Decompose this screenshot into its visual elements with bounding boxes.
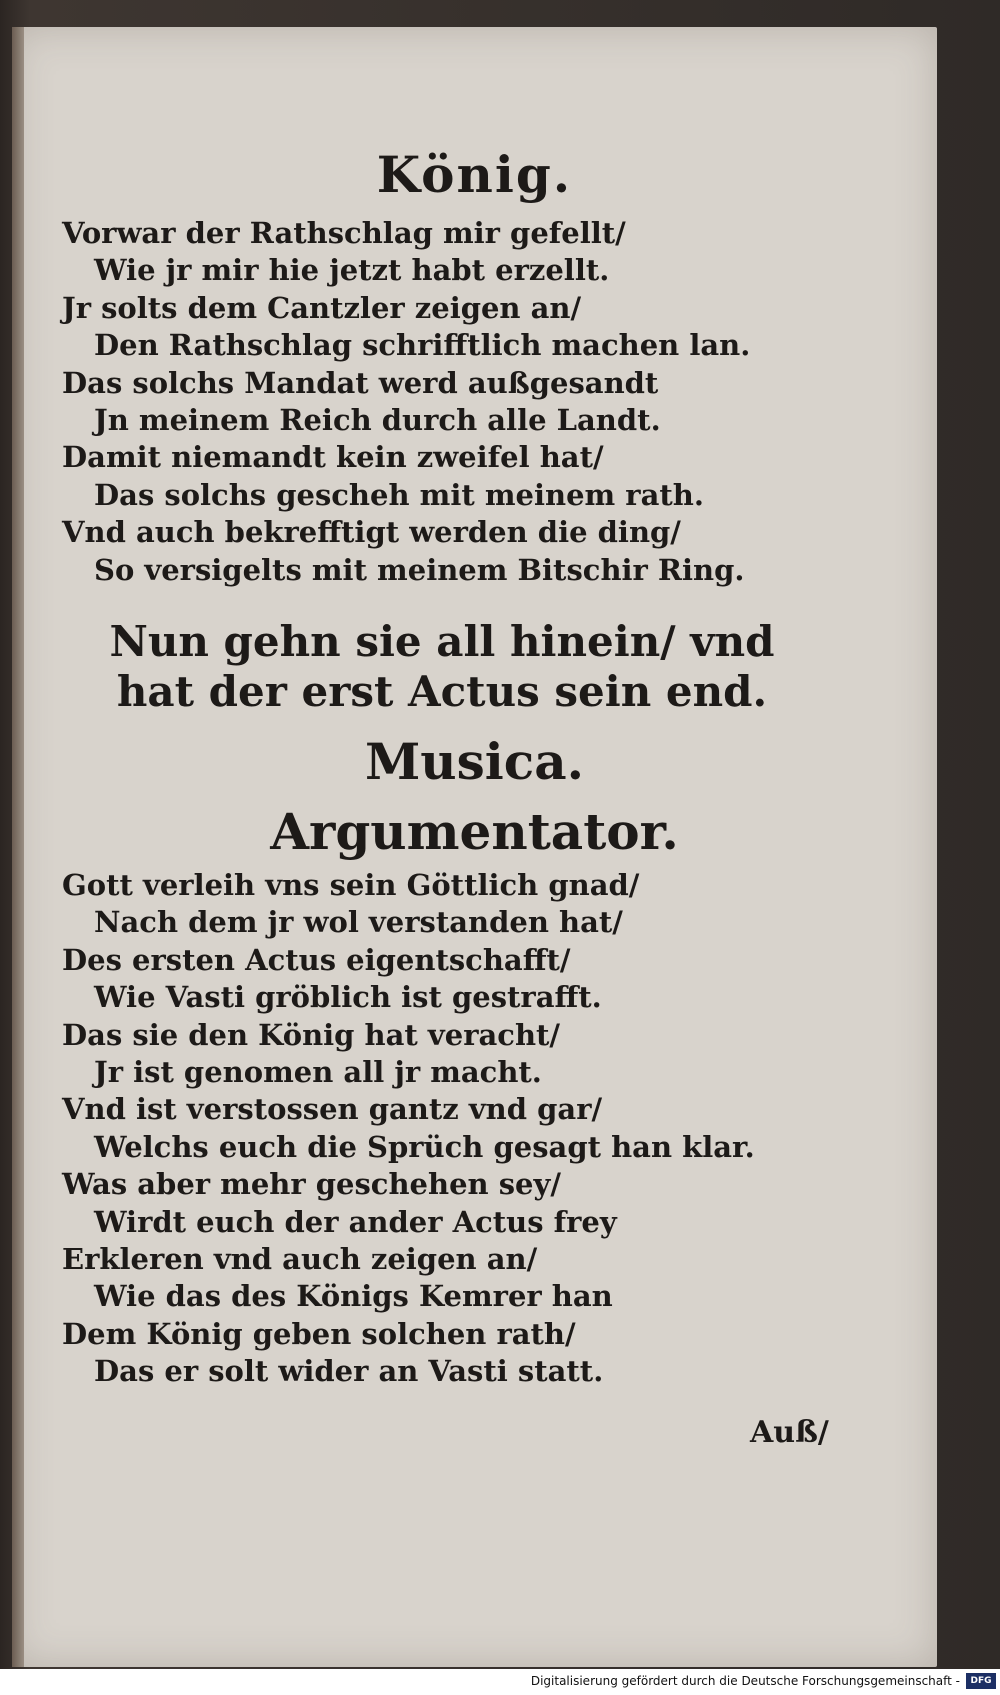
verse-line: Jr ist genomen all jr macht. [94, 1054, 542, 1089]
dfg-logo: DFG [966, 1673, 996, 1689]
verse-line: Vorwar der Rathschlag mir gefellt/ [62, 216, 626, 250]
verse-line: Das solchs Mandat werd außgesandt [62, 365, 659, 400]
verse-block-argumentator [62, 867, 842, 1390]
verse-line: Welchs euch die Sprüch gesagt han klar. [94, 1129, 755, 1164]
catchword: Auß/ [750, 1415, 829, 1450]
verse-line: Vnd ist verstossen gantz vnd gar/ [62, 1092, 603, 1127]
verse-line: Jr solts dem Cantzler zeigen an/ [62, 290, 582, 325]
verse-block-koenig [62, 215, 842, 589]
verse-line: Den Rathschlag schrifftlich machen lan. [94, 328, 751, 363]
verse-line: Erkleren vnd auch zeigen an/ [62, 1241, 538, 1276]
funding-credit: Digitalisierung gefördert durch die Deutsche Forschungsgemeinschaft - [530, 1674, 960, 1688]
verse-line: Nach dem jr wol verstanden hat/ [94, 905, 623, 940]
musica-heading: Musica. [364, 732, 585, 791]
verse-line: Wirdt euch der ander Actus frey [94, 1204, 617, 1239]
verse-line: Damit niemandt kein zweifel hat/ [62, 440, 604, 475]
verse-line: Wie jr mir hie jetzt habt erzellt. [94, 253, 610, 288]
verse-line: Dem König geben solchen rath/ [62, 1316, 576, 1351]
verse-line: Das solchs gescheh mit meinem rath. [94, 477, 704, 512]
verse-line: Was aber mehr geschehen sey/ [62, 1167, 561, 1202]
verse-line: Wie Vasti gröblich ist gestrafft. [94, 980, 602, 1015]
verse-line: Wie das des Königs Kemrer han [94, 1279, 613, 1314]
verse-line: Jn meinem Reich durch alle Landt. [94, 402, 661, 437]
verse-line: Des ersten Actus eigentschafft/ [62, 942, 571, 977]
verse-line: Vnd auch bekrefftigt werden die ding/ [62, 515, 681, 550]
verse-line: Das er solt wider an Vasti statt. [94, 1354, 604, 1389]
speaker-heading-argumentator: Argumentator. [270, 802, 679, 861]
verse-line: So versigelts mit meinem Bitschir Ring. [94, 552, 745, 587]
footer-bar [0, 1669, 1000, 1695]
stage-direction: Nun gehn sie all hinein/ vnd hat der erst Actus sein end. [109, 617, 775, 716]
book-page [12, 27, 937, 1667]
verse-line: Das sie den König hat veracht/ [62, 1017, 561, 1052]
speaker-heading-koenig: König. [376, 145, 573, 204]
verse-line: Gott verleih vns sein Göttlich gnad/ [62, 868, 640, 902]
